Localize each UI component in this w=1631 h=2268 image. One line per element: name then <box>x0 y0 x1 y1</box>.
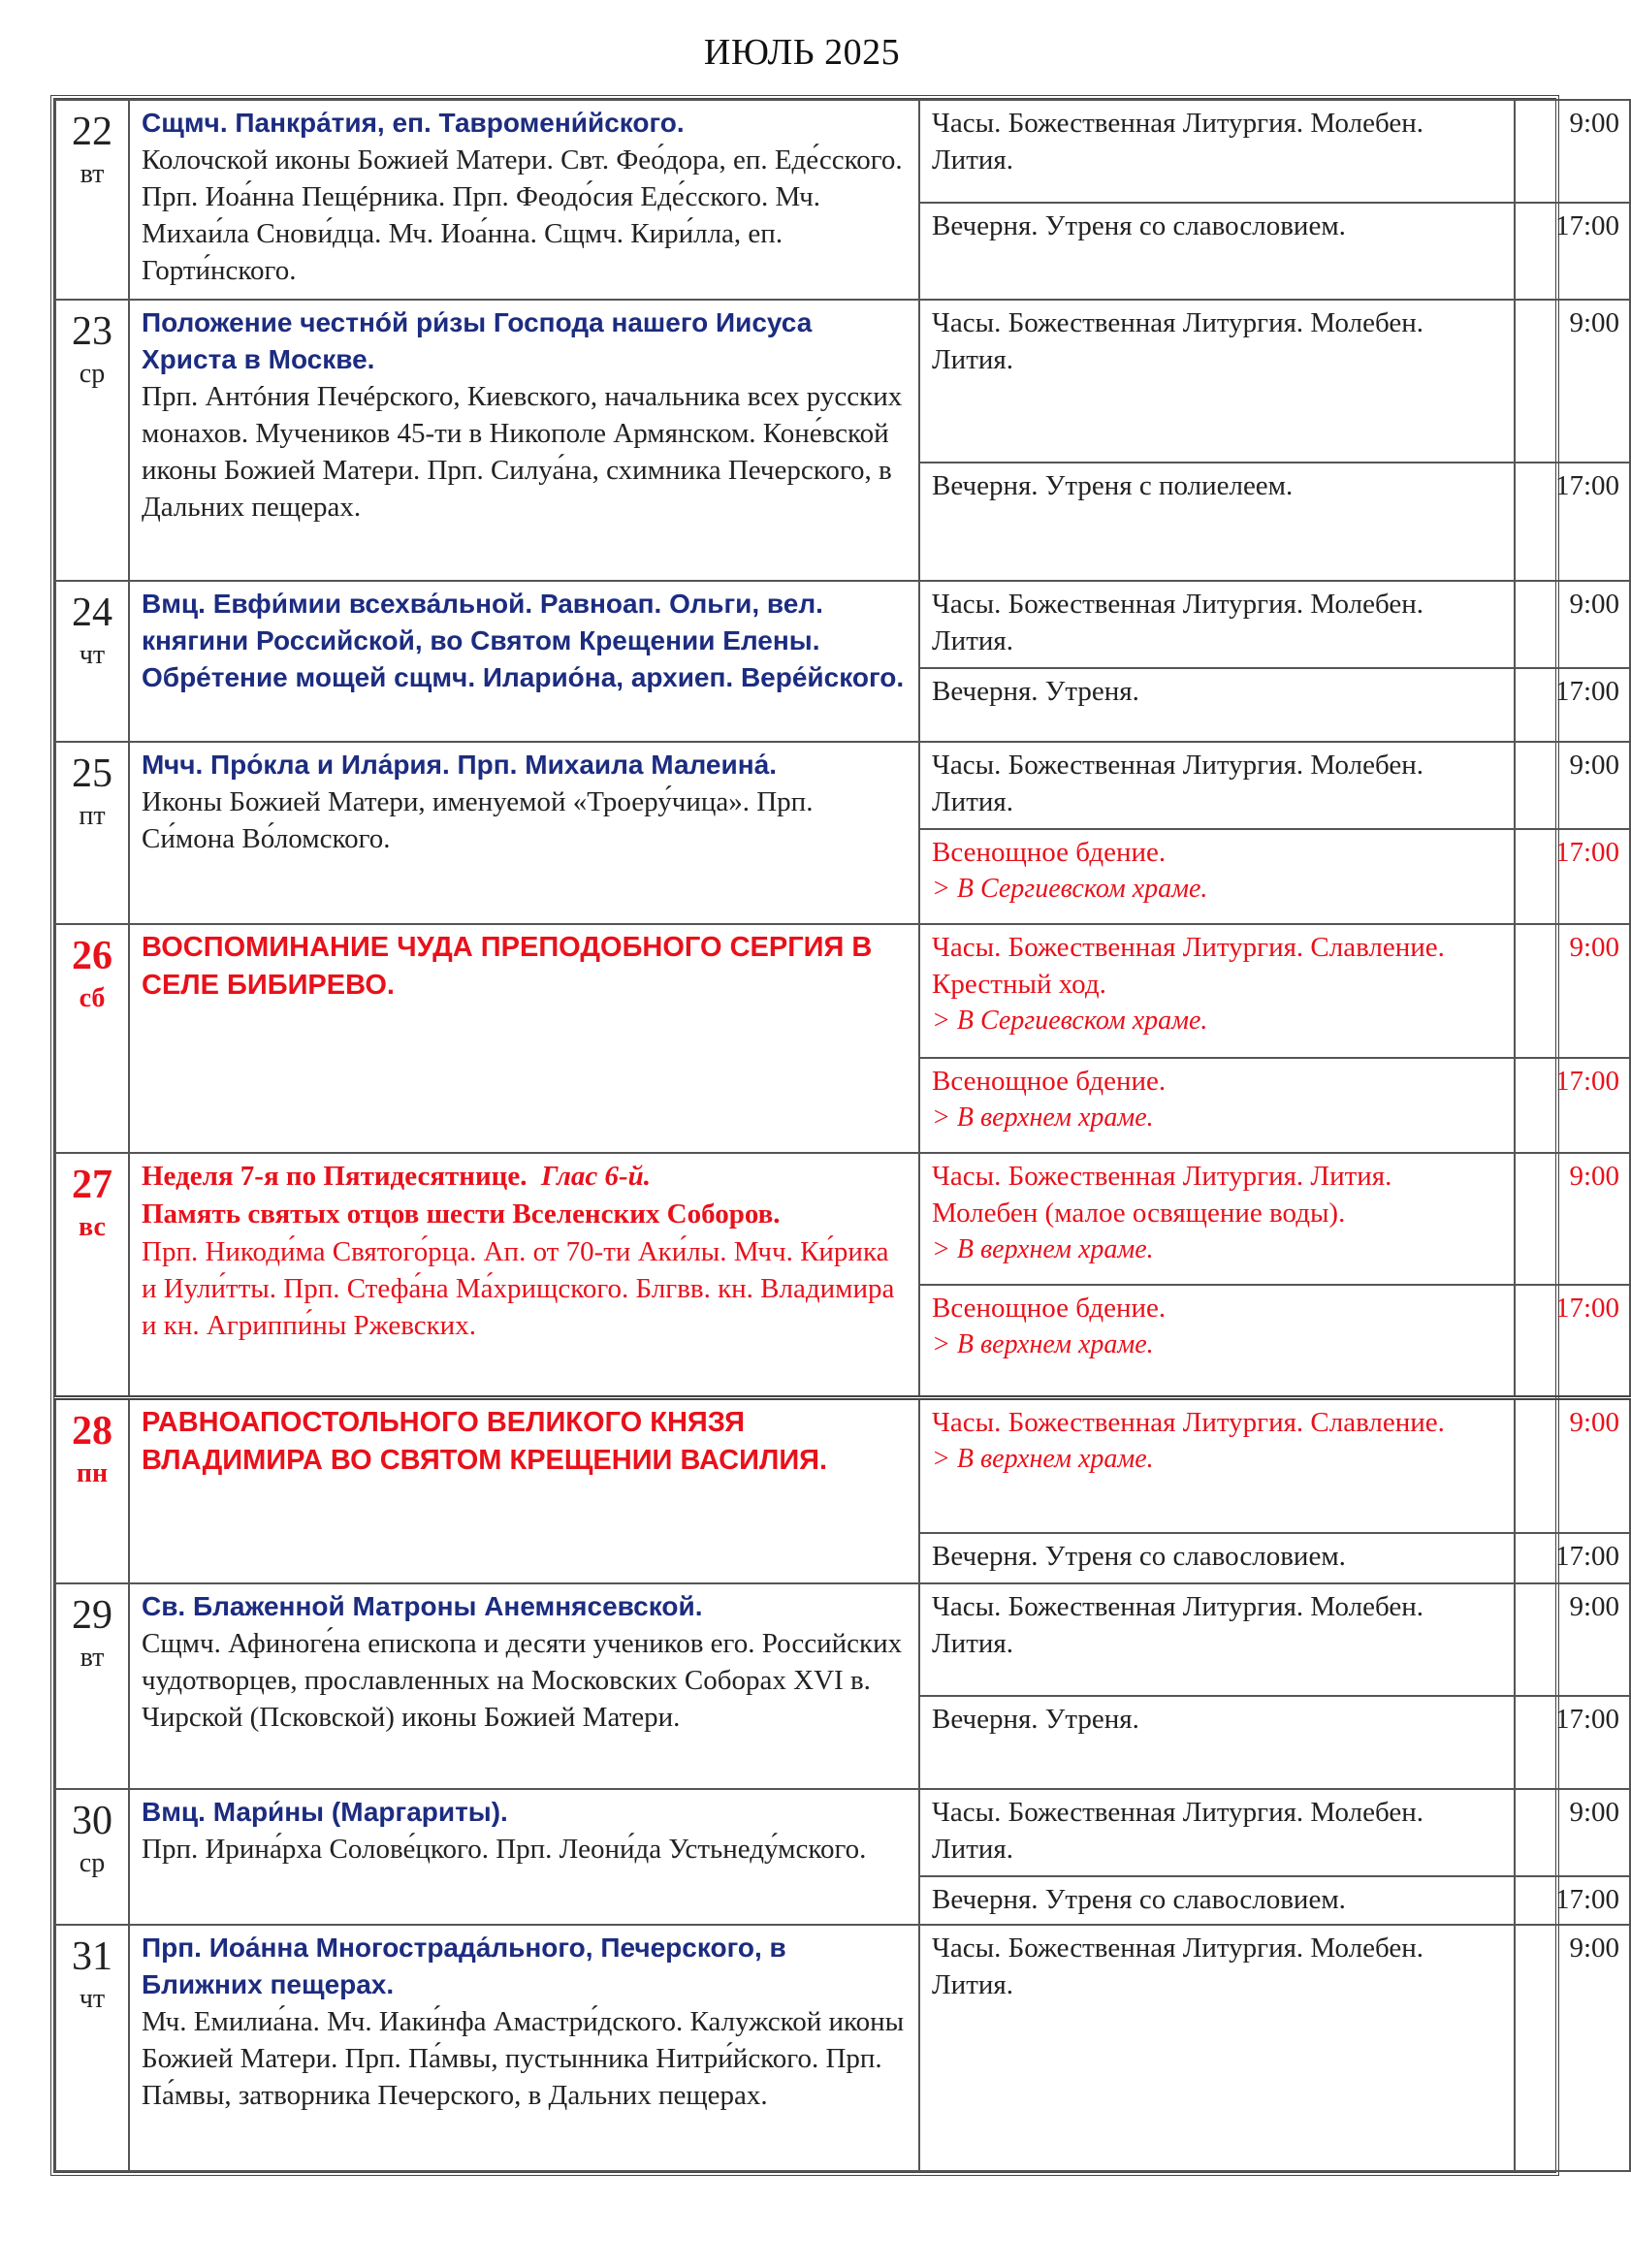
saints-cell <box>129 581 919 742</box>
day-number: 26 <box>72 934 112 978</box>
day-of-week: чт <box>79 1984 106 2014</box>
saints-cell <box>129 100 919 300</box>
service-text: Вечерня. Утреня со славословием. <box>932 1541 1346 1572</box>
service-time: 9:00 <box>1569 1797 1619 1828</box>
time-cell <box>1515 1925 1630 2171</box>
saints-list: Прп. Антóния Печéрского, Киевского, начальника всех русских монахов. Мучеников 45-ти в Никополе Армянском. Коне́вской иконы Божией Матери. Прп. Силуа́на, схимника Печерского, в Дальних пещерах. <box>142 381 903 523</box>
service-time: 9:00 <box>1569 1161 1619 1192</box>
service-time: 17:00 <box>1554 1541 1619 1572</box>
service-cell <box>919 1397 1515 1533</box>
day-number: 23 <box>72 309 112 354</box>
service-text: Вечерня. Утреня. <box>932 676 1139 707</box>
service-cell <box>919 1789 1515 1876</box>
service-cell <box>919 924 1515 1058</box>
service-cell <box>919 1876 1515 1925</box>
saints-list: Прп. Ирина́рха Солове́цкого. Прп. Леони́да Устьнеду́мского. <box>142 1834 867 1865</box>
day-row <box>55 1789 1630 1876</box>
service-cell <box>919 1533 1515 1583</box>
saints-cell <box>129 1789 919 1925</box>
service-time: 17:00 <box>1554 210 1619 241</box>
time-cell <box>1515 1789 1630 1876</box>
day-number: 22 <box>72 110 112 154</box>
service-text: Часы. Божественная Литургия. Лития. Молебен (малое освящение воды). <box>932 1161 1392 1229</box>
location-note: > В верхнем храме. <box>932 1443 1154 1474</box>
day-of-week: ср <box>79 1848 106 1878</box>
location-note: > В верхнем храме. <box>932 1102 1154 1133</box>
service-text: Вечерня. Утреня со славословием. <box>932 1884 1346 1915</box>
time-cell <box>1515 1058 1630 1153</box>
service-cell <box>919 1058 1515 1153</box>
day-cell <box>55 1583 129 1789</box>
service-time: 9:00 <box>1569 307 1619 338</box>
feast-title: ВОСПОМИНАНИЕ ЧУДА ПРЕПОДОБНОГО СЕРГИЯ В СЕЛЕ БИБИРЕВО. <box>142 932 873 1001</box>
day-cell <box>55 1925 129 2171</box>
feast-title: РАВНОАПОСТОЛЬНОГО ВЕЛИКОГО КНЯЗЯ ВЛАДИМИРА ВО СВЯТОМ КРЕЩЕНИИ ВАСИЛИЯ. <box>142 1406 828 1476</box>
day-number: 30 <box>72 1799 112 1843</box>
service-cell <box>919 463 1515 581</box>
service-time: 17:00 <box>1554 1884 1619 1915</box>
feast-title: Положение честнóй ри́зы Господа нашего Иисуса Христа в Москве. <box>142 307 813 374</box>
service-text: Часы. Божественная Литургия. Молебен. Лития. <box>932 108 1423 176</box>
saints-list: Сщмч. Афиноге́на епископа и десяти учеников его. Российских чудотворцев, прославленных на Московских Соборах XVI в. Чирской (Псковской) иконы Божией Матери. <box>142 1628 903 1733</box>
service-text: Часы. Божественная Литургия. Молебен. Лития. <box>932 1933 1423 2000</box>
time-cell <box>1515 1583 1630 1696</box>
feast-title: Св. Блаженной Матроны Анемнясевской. <box>142 1591 703 1621</box>
tone: Глас 6-й. <box>541 1161 652 1192</box>
day-row <box>55 100 1630 203</box>
service-time: 17:00 <box>1554 676 1619 707</box>
service-text: Часы. Божественная Литургия. Молебен. Лития. <box>932 1591 1423 1659</box>
service-text: Часы. Божественная Литургия. Молебен. Лития. <box>932 589 1423 656</box>
service-text: Вечерня. Утреня с полиелеем. <box>932 470 1294 501</box>
service-text: Часы. Божественная Литургия. Молебен. Лития. <box>932 750 1423 817</box>
service-cell <box>919 100 1515 203</box>
feast-title <box>142 1158 907 1233</box>
service-cell <box>919 668 1515 742</box>
service-time: 9:00 <box>1569 1591 1619 1622</box>
time-cell <box>1515 581 1630 668</box>
location-note: > В Сергиевском храме. <box>932 1006 1208 1036</box>
day-of-week: сб <box>79 983 106 1013</box>
day-of-week: пт <box>79 801 106 831</box>
service-cell <box>919 1153 1515 1285</box>
day-cell <box>55 100 129 300</box>
saints-cell <box>129 1925 919 2171</box>
service-time: 17:00 <box>1554 470 1619 501</box>
service-text: Вечерня. Утреня. <box>932 1704 1139 1735</box>
feast-title: Вмц. Мари́ны (Маргариты). <box>142 1797 508 1827</box>
day-cell <box>55 924 129 1153</box>
service-time: 9:00 <box>1569 1406 1619 1438</box>
location-note: > В верхнем храме. <box>932 1329 1154 1359</box>
saints-cell <box>129 300 919 581</box>
time-cell <box>1515 924 1630 1058</box>
service-text: Всенощное бдение. <box>932 1066 1167 1097</box>
day-of-week: вс <box>79 1212 106 1242</box>
day-row <box>55 742 1630 829</box>
service-time: 17:00 <box>1554 1066 1619 1097</box>
service-cell <box>919 1696 1515 1789</box>
service-time: 9:00 <box>1569 750 1619 781</box>
time-cell <box>1515 100 1630 203</box>
time-cell <box>1515 668 1630 742</box>
location-note: > В верхнем храме. <box>932 1234 1154 1264</box>
day-number: 31 <box>72 1934 112 1979</box>
sunday-title: Неделя 7-я по Пятидесятнице. <box>142 1161 528 1192</box>
time-cell <box>1515 1533 1630 1583</box>
location-note: > В Сергиевском храме. <box>932 874 1208 904</box>
day-cell <box>55 742 129 924</box>
time-cell <box>1515 1153 1630 1285</box>
schedule-table <box>50 95 1619 2176</box>
service-cell <box>919 300 1515 463</box>
time-cell <box>1515 300 1630 463</box>
service-text: Часы. Божественная Литургия. Славление. Крестный ход. <box>932 932 1445 1000</box>
day-number: 27 <box>72 1163 112 1207</box>
day-row <box>55 924 1630 1058</box>
time-cell <box>1515 742 1630 829</box>
saints-cell <box>129 1153 919 1397</box>
service-text: Всенощное бдение. <box>932 1293 1167 1324</box>
day-row <box>55 1925 1630 2171</box>
time-cell <box>1515 463 1630 581</box>
service-text: Часы. Божественная Литургия. Славление. <box>932 1406 1445 1438</box>
feast-title: Мчч. Про́кла и Ила́рия. Прп. Михаила Малеина́. <box>142 750 777 780</box>
service-text: Часы. Божественная Литургия. Молебен. Лития. <box>932 1797 1423 1865</box>
service-time: 17:00 <box>1554 1704 1619 1735</box>
time-cell <box>1515 1696 1630 1789</box>
service-cell <box>919 581 1515 668</box>
service-time: 9:00 <box>1569 1933 1619 1964</box>
service-cell <box>919 829 1515 924</box>
page-title: ИЮЛЬ 2025 <box>703 32 901 73</box>
day-row <box>55 1153 1630 1285</box>
feast-title: Прп. Иоа́нна Многострада́льного, Печерского, в Ближних пещерах. <box>142 1933 786 1999</box>
day-cell <box>55 300 129 581</box>
saints-cell <box>129 1583 919 1789</box>
day-cell <box>55 1789 129 1925</box>
service-time: 17:00 <box>1554 1293 1619 1324</box>
day-row <box>55 1583 1630 1696</box>
saints-cell <box>129 924 919 1153</box>
service-cell <box>919 742 1515 829</box>
service-cell <box>919 203 1515 300</box>
service-cell <box>919 1285 1515 1397</box>
saints-list: Мч. Емилиа́на. Мч. Иаки́нфа Амастри́дского. Калужской иконы Божией Матери. Прп. Па́мвы, пустынника Нитри́йского. Прп. Па́мвы, затворника Печерского, в Дальних пещерах. <box>142 2006 905 2111</box>
day-of-week: чт <box>79 640 106 670</box>
day-of-week: пн <box>76 1457 109 1488</box>
service-time: 9:00 <box>1569 589 1619 620</box>
time-cell <box>1515 1876 1630 1925</box>
day-cell <box>55 1153 129 1397</box>
day-number: 29 <box>72 1593 112 1638</box>
time-cell <box>1515 203 1630 300</box>
day-of-week: ср <box>79 359 106 389</box>
day-row <box>55 300 1630 463</box>
service-text: Часы. Божественная Литургия. Молебен. Лития. <box>932 307 1423 375</box>
day-number: 24 <box>72 591 112 635</box>
day-cell <box>55 581 129 742</box>
feast-title: Сщмч. Панкра́тия, еп. Тавромени́йского. <box>142 108 685 138</box>
saints-list: Прп. Никоди́ма Святого́рца. Ап. от 70-ти Аки́лы. Мчч. Ки́рика и Иули́тты. Прп. Стефа́на Ма́хрищского. Блгвв. кн. Владимира и кн. Агриппи́ны Ржевских. <box>142 1236 895 1341</box>
day-number: 28 <box>72 1408 112 1453</box>
day-of-week: вт <box>80 159 105 189</box>
day-of-week: вт <box>80 1643 105 1673</box>
time-cell <box>1515 1397 1630 1533</box>
saints-cell <box>129 1397 919 1583</box>
service-text: Всенощное бдение. <box>932 837 1167 868</box>
saints-list: Колочской иконы Божией Матери. Свт. Фео́дора, еп. Еде́сского. Прп. Иоа́нна Пещéрника. Прп. Феодо́сия Еде́сского. Мч. Михаи́ла Снови́дца. Мч. Иоа́нна. Сщмч. Кири́лла, еп. Горти́нского. <box>142 144 903 286</box>
feast-title: Вмц. Евфи́мии всехва́льной. Равноап. Ольги, вел. княгини Российской, во Святом Крещении Елены. Обре́тение мощей сщмч. Иларио́на, архиеп. Вере́йского. <box>142 589 905 692</box>
time-cell <box>1515 1285 1630 1397</box>
service-cell <box>919 1583 1515 1696</box>
day-row <box>55 1397 1630 1533</box>
day-number: 25 <box>72 751 112 796</box>
saints-list: Иконы Божией Матери, именуемой «Троеру́чица». Прп. Си́мона Во́ломского. <box>142 786 814 854</box>
saints-cell <box>129 742 919 924</box>
service-time: 9:00 <box>1569 108 1619 139</box>
service-text: Вечерня. Утреня со славословием. <box>932 210 1346 241</box>
service-time: 17:00 <box>1554 837 1619 868</box>
service-time: 9:00 <box>1569 932 1619 963</box>
day-row <box>55 581 1630 668</box>
service-cell <box>919 1925 1515 2171</box>
day-cell <box>55 1397 129 1583</box>
time-cell <box>1515 829 1630 924</box>
council-memory: Память святых отцов шести Вселенских Соборов. <box>142 1198 781 1230</box>
